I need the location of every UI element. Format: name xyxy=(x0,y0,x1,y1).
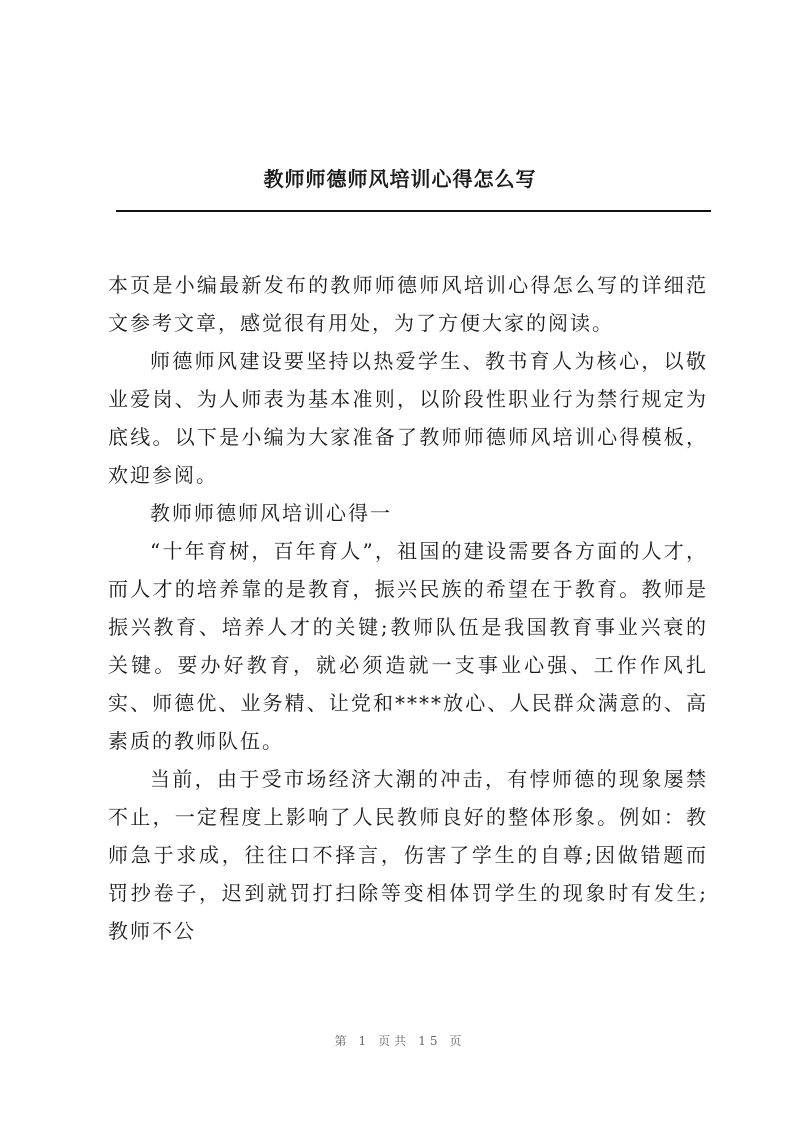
footer-middle: 页共 xyxy=(378,1034,411,1048)
document-body xyxy=(108,266,708,950)
paragraph: “十年育树，百年育人”，祖国的建设需要各方面的人才，而人才的培养靠的是教育，振兴民族的希望在于教育。教师是振兴教育、培养人才的关键;教师队伍是我国教育事业兴衰的关键。要办好教育，就必须造就一支事业心强、工作作风扎实、师德优、业务精、让党和****放心、人民群众满意的、高素质的教师队伍。 xyxy=(108,539,708,753)
current-page-number: 1 xyxy=(358,1034,371,1048)
page-footer xyxy=(0,1032,800,1049)
intro-paragraph: 本页是小编最新发布的教师师德师风培训心得怎么写的详细范文参考文章，感觉很有用处，为了方便大家的阅读。 xyxy=(108,273,708,335)
footer-suffix: 页 xyxy=(449,1034,466,1048)
title-divider xyxy=(116,210,711,212)
document-title: 教师师德师风培训心得怎么写 xyxy=(263,167,537,191)
paragraph: 当前，由于受市场经济大潮的冲击，有悖师德的现象屡禁不止，一定程度上影响了人民教师良好的整体形象。例如：教师急于求成，往往口不择言，伤害了学生的自尊;因做错题而罚抄卷子，迟到就罚打扫除等变相体罚学生的现象时有发生;教师不公 xyxy=(108,767,708,943)
total-pages-number: 15 xyxy=(418,1034,442,1048)
section-heading: 教师师德师风培训心得一 xyxy=(150,501,392,525)
paragraph: 师德师风建设要坚持以热爱学生、教书育人为核心，以敬业爱岗、为人师表为基本准则，以阶段性职业行为禁行规定为底线。以下是小编为大家准备了教师师德师风培训心得模板，欢迎参阅。 xyxy=(108,349,708,487)
footer-prefix: 第 xyxy=(334,1034,351,1048)
